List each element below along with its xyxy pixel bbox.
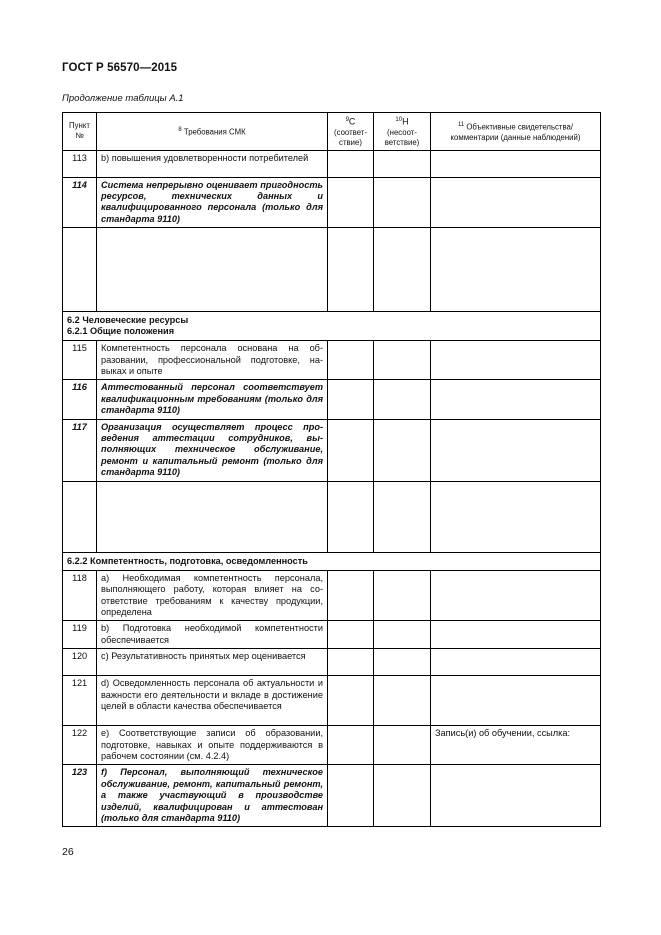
table-row (63, 676, 601, 726)
empty-cell (374, 228, 431, 312)
requirement-text: f) Персонал, выполняющий техническое обслуживание, ремонт, капитальный ремонт, а также участвующий в производстве изделий, квалифицирован и аттестован (только для стандарта 9110) (97, 765, 328, 827)
table-row-empty (63, 481, 601, 552)
table-row (63, 341, 601, 380)
empty-cell (97, 228, 328, 312)
header-nonconformity-line1: (несоот- (387, 127, 417, 137)
header-item-number (63, 113, 97, 151)
section-heading-line2: 6.2.1 Общие положения (67, 326, 175, 337)
conformity-cell[interactable] (328, 676, 374, 726)
requirement-text: a) Необходимая компетентность персонала, выполняющего работу, которая влияет на соответствие требованиям к качеству продукции, определена (97, 570, 328, 621)
section-heading (63, 312, 601, 341)
requirement-text: Аттестованный персонал соответствует квалификационным требованиям (только для стандарта 9110) (97, 380, 328, 419)
nonconformity-cell[interactable] (374, 150, 431, 177)
header-item-line2: № (75, 131, 84, 141)
nonconformity-cell[interactable] (374, 621, 431, 649)
table-header-row (63, 113, 601, 151)
item-number: 120 (63, 649, 97, 676)
item-number: 121 (63, 676, 97, 726)
header-nonconformity-line2: ветствие) (384, 137, 420, 147)
requirement-text: b) повышения удовлетворенности потребителей (97, 150, 328, 177)
header-conformity (328, 113, 374, 151)
table-row (63, 765, 601, 827)
evidence-cell[interactable] (431, 177, 601, 228)
table-caption: Продолжение таблицы А.1 (62, 93, 184, 104)
conformity-cell[interactable] (328, 621, 374, 649)
evidence-cell[interactable]: Запись(и) об обучении, ссылка: (431, 726, 601, 765)
nonconformity-cell[interactable] (374, 419, 431, 481)
nonconformity-cell[interactable] (374, 177, 431, 228)
evidence-cell[interactable] (431, 419, 601, 481)
conformity-cell[interactable] (328, 419, 374, 481)
empty-cell (431, 481, 601, 552)
evidence-cell[interactable] (431, 570, 601, 621)
nonconformity-cell[interactable] (374, 726, 431, 765)
header-evidence (431, 113, 601, 151)
empty-cell (431, 228, 601, 312)
table-row (63, 380, 601, 419)
conformity-cell[interactable] (328, 341, 374, 380)
table-row (63, 649, 601, 676)
item-number: 117 (63, 419, 97, 481)
header-evidence-line2: комментарии (данные наблюдений) (450, 132, 581, 142)
header-conformity-line2: ствие) (339, 137, 362, 147)
document-code: ГОСТ Р 56570—2015 (62, 62, 178, 74)
table-row (63, 419, 601, 481)
evidence-cell[interactable] (431, 765, 601, 827)
empty-cell (328, 228, 374, 312)
requirement-text: Система непрерывно оценивает пригодность ресурсов, технических данных и квалифицированного персонала (только для стандарта 9110) (97, 177, 328, 228)
empty-cell (374, 481, 431, 552)
item-number: 122 (63, 726, 97, 765)
nonconformity-cell[interactable] (374, 341, 431, 380)
evidence-cell[interactable] (431, 380, 601, 419)
header-conformity-letter: С (348, 116, 356, 127)
requirement-text: Организация осуществляет процесс проведения аттестации сотрудников, выполняющих техническое обслуживание, ремонт и капитальный ремонт (только для стандарта 9110) (97, 419, 328, 481)
evidence-cell[interactable] (431, 150, 601, 177)
requirements-table (62, 112, 601, 827)
item-number: 113 (63, 150, 97, 177)
header-evidence-sup: 11 (457, 122, 465, 128)
header-requirements-label: Требования СМК (183, 127, 246, 137)
conformity-cell[interactable] (328, 177, 374, 228)
page-number: 26 (62, 846, 74, 858)
item-number: 114 (63, 177, 97, 228)
table-row (63, 621, 601, 649)
table-row (63, 177, 601, 228)
evidence-cell[interactable] (431, 621, 601, 649)
section-heading (63, 552, 601, 570)
evidence-cell[interactable] (431, 649, 601, 676)
item-number: 118 (63, 570, 97, 621)
requirement-text: Компетентность персонала основана на образовании, профессиональной подготовке, навыках и опыте (97, 341, 328, 380)
conformity-cell[interactable] (328, 150, 374, 177)
empty-cell (328, 481, 374, 552)
nonconformity-cell[interactable] (374, 765, 431, 827)
header-requirements (97, 113, 328, 151)
nonconformity-cell[interactable] (374, 649, 431, 676)
header-nonconformity-sup: 10 (395, 117, 403, 123)
item-number: 123 (63, 765, 97, 827)
conformity-cell[interactable] (328, 726, 374, 765)
requirement-text: d) Осведомленность персонала об актуальности и важности его деятельности и вкладе в достижение целей в области качества обеспечивается (97, 676, 328, 726)
requirement-text: e) Соответствующие записи об образовании, подготовке, навыках и опыте поддерживаются в рабочем состоянии (см. 4.2.4) (97, 726, 328, 765)
nonconformity-cell[interactable] (374, 676, 431, 726)
table-row (63, 726, 601, 765)
nonconformity-cell[interactable] (374, 380, 431, 419)
requirement-text: b) Подготовка необходимой компетентности обеспечивается (97, 621, 328, 649)
nonconformity-cell[interactable] (374, 570, 431, 621)
empty-cell (63, 481, 97, 552)
item-number: 115 (63, 341, 97, 380)
table-row (63, 150, 601, 177)
section-row (63, 552, 601, 570)
section-heading-line1: 6.2.2 Компетентность, подготовка, осведомленность (67, 555, 308, 566)
requirement-text: c) Результативность принятых мер оценивается (97, 649, 328, 676)
section-row (63, 312, 601, 341)
evidence-cell[interactable] (431, 341, 601, 380)
conformity-cell[interactable] (328, 649, 374, 676)
item-number: 119 (63, 621, 97, 649)
header-conformity-sup: 9 (345, 117, 349, 123)
header-evidence-line1: Объективные свидетельства/ (466, 122, 574, 132)
header-conformity-line1: (соответ- (334, 127, 367, 137)
table-row-empty (63, 228, 601, 312)
conformity-cell[interactable] (328, 380, 374, 419)
section-heading-line1: 6.2 Человеческие ресурсы (67, 315, 189, 326)
conformity-cell[interactable] (328, 765, 374, 827)
table-row (63, 570, 601, 621)
header-requirements-sup: 8 (178, 127, 182, 133)
empty-cell (97, 481, 328, 552)
header-nonconformity (374, 113, 431, 151)
evidence-cell[interactable] (431, 676, 601, 726)
header-item-line1: Пункт (69, 121, 90, 131)
empty-cell (63, 228, 97, 312)
header-nonconformity-letter: Н (402, 116, 409, 127)
item-number: 116 (63, 380, 97, 419)
conformity-cell[interactable] (328, 570, 374, 621)
